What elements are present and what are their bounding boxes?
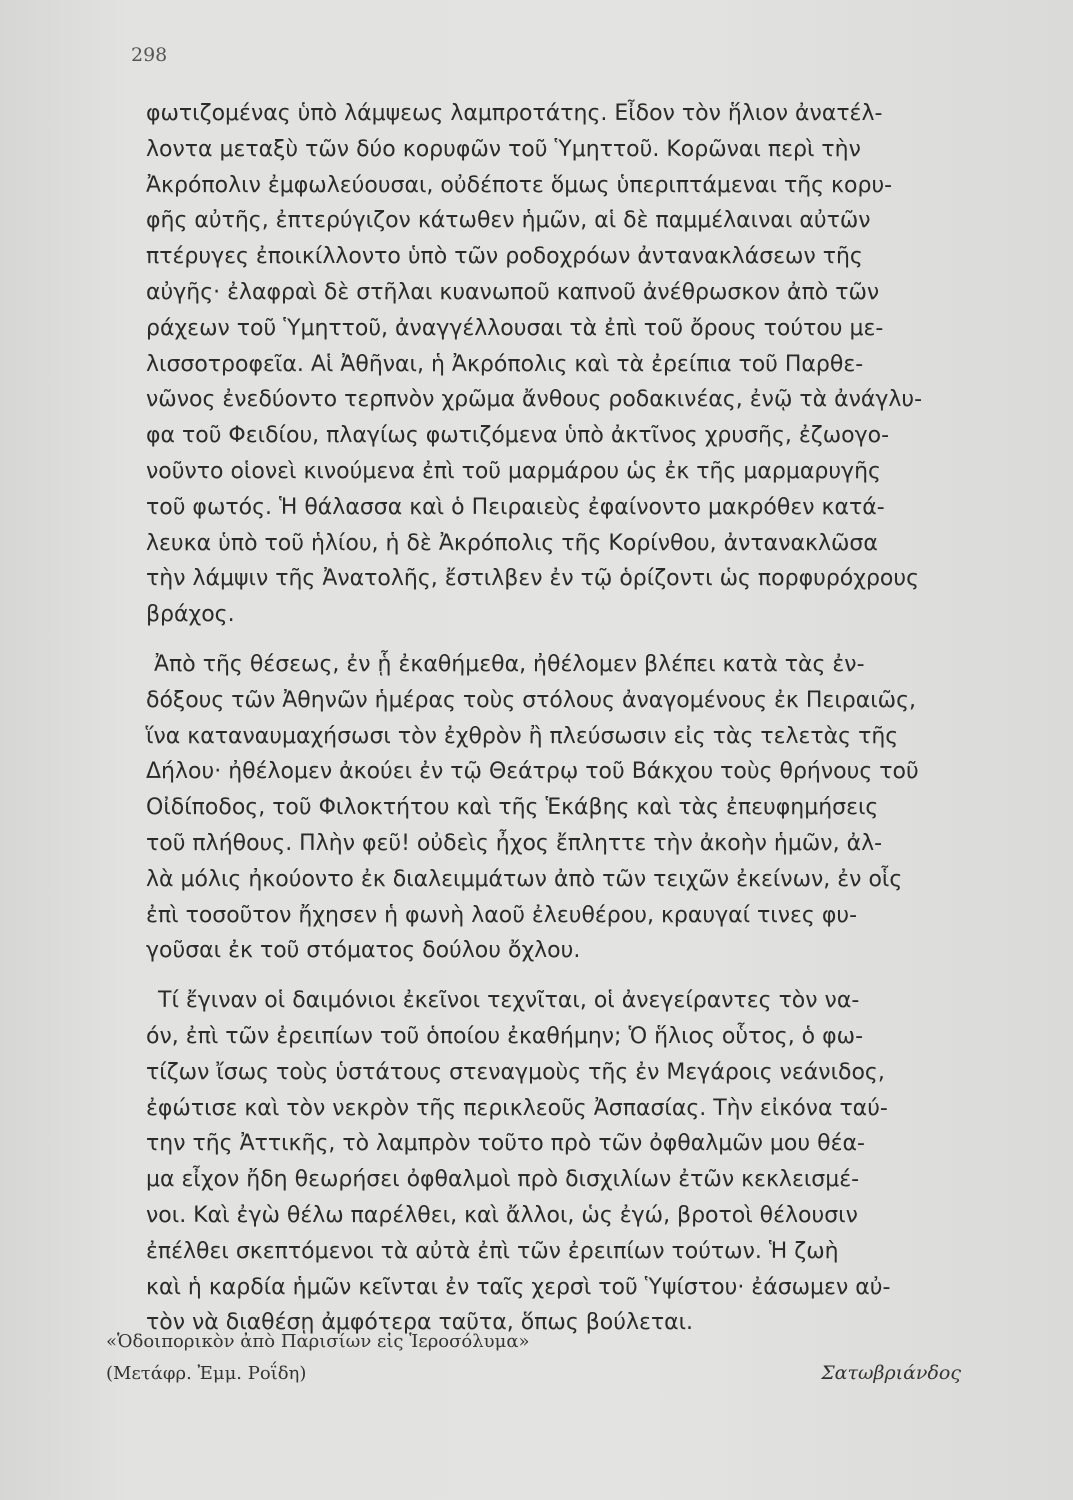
text-line: βράχος. (146, 602, 235, 628)
text-line: τὸν νὰ διαθέσῃ ἀμφότερα ταῦτα, ὅπως βούλεται. (146, 1310, 694, 1336)
author-name: Σατωβριάνδος (821, 1362, 961, 1384)
text-line: λισσοτροφεῖα. Αἱ Ἀθῆναι, ἡ Ἀκρόπολις καὶ τὰ ἐρείπια τοῦ Παρθε- (146, 351, 864, 377)
text-line: λευκα ὑπὸ τοῦ ἡλίου, ἡ δὲ Ἀκρόπολις τῆς Κορίνθου, ἀντανακλῶσα (146, 530, 878, 556)
text-line: δόξους τῶν Ἀθηνῶν ἡμέρας τοὺς στόλους ἀναγομένους ἐκ Πειραιῶς, (146, 687, 916, 713)
text-line: τοῦ φωτός. Ἡ θάλασσα καὶ ὁ Πειραιεὺς ἐφαίνοντο μακρόθεν κατά- (146, 494, 885, 520)
text-line: λοντα μεταξὺ τῶν δύο κορυφῶν τοῦ Ὑμηττοῦ. Κορῶναι περὶ τὴν (146, 136, 861, 162)
text-line: Τί ἔγιναν οἱ δαιμόνιοι ἐκεῖνοι τεχνῖται, οἱ ἀνεγείραντες τὸν να- (158, 988, 860, 1014)
text-line: ράχεων τοῦ Ὑμηττοῦ, ἀναγγέλλουσαι τὰ ἐπὶ τοῦ ὄρους τούτου με- (146, 315, 884, 341)
text-line: νῶνος ἐνεδύοντο τερπνὸν χρῶμα ἄνθους ροδακινέας, ἐνῷ τὰ ἀνάγλυ- (146, 387, 923, 413)
translator-credit: (Μετάφρ. Ἐμμ. Ροΐδη) (106, 1363, 307, 1384)
text-line: όν, ἐπὶ τῶν ἐρειπίων τοῦ ὁποίου ἐκαθήμην; Ὁ ἥλιος οὗτος, ὁ φω- (146, 1023, 864, 1049)
text-line: ἐπὶ τοσοῦτον ἤχησεν ἡ φωνὴ λαοῦ ἐλευθέρου, κραυγαί τινες φυ- (146, 902, 858, 928)
text-line: ἵνα καταναυμαχήσωσι τὸν ἐχθρὸν ἢ πλεύσωσιν εἰς τὰς τελετὰς τῆς (146, 723, 899, 749)
text-line: Δήλου· ἠθέλομεν ἀκούει ἐν τῷ Θεάτρῳ τοῦ Βάκχου τοὺς θρήνους τοῦ (146, 759, 919, 785)
text-line: τοῦ πλήθους. Πλὴν φεῦ! οὐδεὶς ἦχος ἔπληττε τὴν ἀκοὴν ἡμῶν, ἀλ- (146, 830, 883, 856)
text-line: γοῦσαι ἐκ τοῦ στόματος δούλου ὄχλου. (146, 938, 581, 964)
text-line: λὰ μόλις ἠκούοντο ἐκ διαλειμμάτων ἀπὸ τῶν τειχῶν ἐκείνων, ἐν οἷς (146, 866, 903, 892)
text-line: φωτιζομένας ὑπὸ λάμψεως λαμπροτάτης. Εἶδον τὸν ἥλιον ἀνατέλ- (146, 101, 883, 126)
text-line: αὐγῆς· ἐλαφραὶ δὲ στῆλαι κυανωποῦ καπνοῦ ἀνέθρωσκον ἀπὸ τῶν (146, 279, 880, 305)
text-line: καὶ ἡ καρδία ἡμῶν κεῖνται ἐν ταῖς χερσὶ τοῦ Ὑψίστου· ἐάσωμεν αὐ- (146, 1274, 891, 1300)
paragraph-gap (146, 969, 986, 983)
text-line: νοῦντο οἱονεὶ κινούμενα ἐπὶ τοῦ μαρμάρου ὡς ἐκ τῆς μαρμαρυγῆς (146, 458, 881, 484)
text-line: τὴν λάμψιν τῆς Ἀνατολῆς, ἔστιλβεν ἐν τῷ ὁρίζοντι ὡς πορφυρόχρους (146, 566, 920, 592)
text-line: μα εἶχον ἤδη θεωρήσει ὀφθαλμοὶ πρὸ δισχιλίων ἐτῶν κεκλεισμέ- (146, 1167, 860, 1193)
text-line: τίζων ἴσως τοὺς ὑστάτους στεναγμοὺς τῆς ἐν Μεγάροις νεάνιδος, (146, 1059, 885, 1085)
text-line: πτέρυγες ἐποικίλλοντο ὑπὸ τῶν ροδοχρόων ἀντανακλάσεων τῆς (146, 244, 863, 270)
paragraph-gap (146, 633, 986, 647)
text-line: φα τοῦ Φειδίου, πλαγίως φωτιζόμενα ὑπὸ ἀκτῖνος χρυσῆς, ἐζωογο- (146, 423, 890, 449)
text-line: Ἀκρόπολιν ἐμφωλεύουσαι, οὐδέποτε ὅμως ὑπεριπτάμεναι τῆς κορυ- (146, 172, 893, 198)
text-line: Ἀπὸ τῆς θέσεως, ἐν ᾗ ἐκαθήμεθα, ἠθέλομεν βλέπει κατὰ τὰς ἐν- (154, 651, 865, 677)
text-line: φῆς αὐτῆς, ἐπτερύγιζον κάτωθεν ἡμῶν, αἱ δὲ παμμέλαιναι αὐτῶν (146, 208, 871, 234)
page-number: 298 (131, 44, 168, 66)
text-line: την τῆς Ἀττικῆς, τὸ λαμπρὸν τοῦτο πρὸ τῶν ὀφθαλμῶν μου θέα- (146, 1131, 865, 1157)
source-title: «Ὁδοιπορικὸν ἀπὸ Παρισίων εἰς Ἱεροσόλυμα» (106, 1331, 530, 1352)
text-line: ἐφώτισε καὶ τὸν νεκρὸν τῆς περικλεοῦς Ἀσπασίας. Τὴν εἰκόνα ταύ- (146, 1095, 888, 1121)
text-line: νοι. Καὶ ἐγὼ θέλω παρέλθει, καὶ ἄλλοι, ὡς ἐγώ, βροτοὶ θέλουσιν (146, 1202, 858, 1228)
text-line: Οἰδίποδος, τοῦ Φιλοκτήτου καὶ τῆς Ἑκάβης καὶ τὰς ἐπευφημήσεις (146, 795, 879, 821)
body-text (146, 96, 986, 1341)
text-line: ἐπέλθει σκεπτόμενοι τὰ αὐτὰ ἐπὶ τῶν ἐρειπίων τούτων. Ἡ ζωὴ (146, 1238, 839, 1264)
